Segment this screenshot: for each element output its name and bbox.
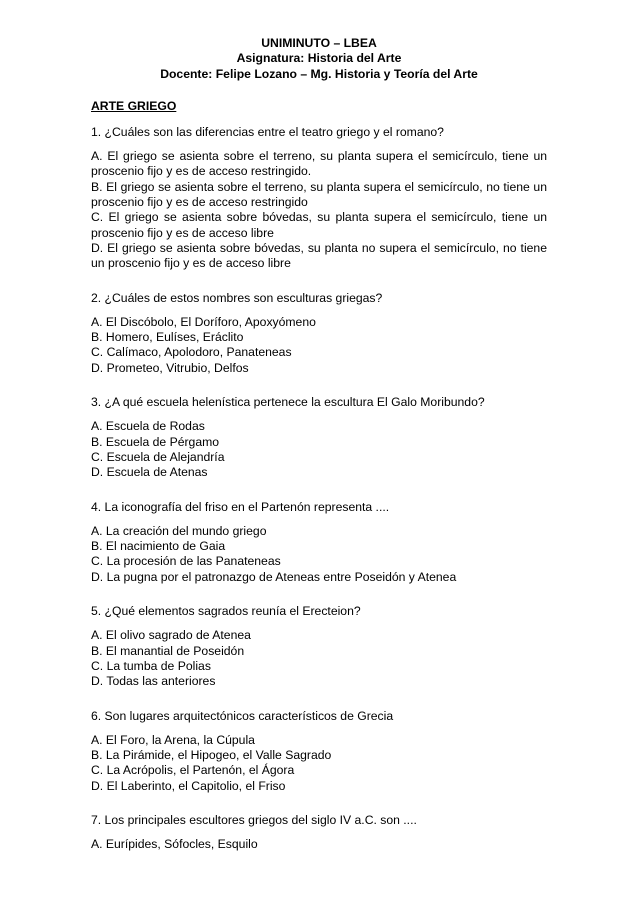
section-title: ARTE GRIEGO <box>91 98 177 113</box>
question-5 <box>91 604 547 689</box>
question-text: 5. ¿Qué elementos sagrados reunía el Erecteion? <box>91 604 361 619</box>
option-b: B. El manantial de Poseidón <box>91 643 245 658</box>
question-text: 4. La iconografía del friso en el Partenón representa .... <box>91 499 390 514</box>
option-b: B. Homero, Eulíses, Eráclito <box>91 330 244 345</box>
option-d: D. La pugna por el patronazgo de Ateneas entre Poseidón y Atenea <box>91 569 457 584</box>
header-teacher: Docente: Felipe Lozano – Mg. Historia y Teoría del Arte <box>160 66 478 81</box>
option-list <box>91 315 547 376</box>
option-list <box>91 733 547 794</box>
option-d: D. Todas las anteriores <box>91 674 216 689</box>
option-d: D. Prometeo, Vitrubio, Delfos <box>91 360 249 375</box>
header-institution: UNIMINUTO – LBEA <box>261 36 377 50</box>
question-1 <box>91 125 547 272</box>
option-d: D. El Laberinto, el Capitolio, el Friso <box>91 778 286 793</box>
option-b: B. Escuela de Pérgamo <box>91 434 220 449</box>
question-text: 7. Los principales escultores griegos del siglo IV a.C. son .... <box>91 812 417 827</box>
option-c: C. La Acrópolis, el Partenón, el Ágora <box>91 763 295 778</box>
question-2 <box>91 291 547 376</box>
option-c: C. Escuela de Alejandría <box>91 449 225 464</box>
question-text: 6. Son lugares arquitectónicos característicos de Grecia <box>91 708 394 723</box>
document-header <box>91 36 547 82</box>
option-b: B. La Pirámide, el Hipogeo, el Valle Sagrado <box>91 748 332 763</box>
option-list <box>91 524 547 585</box>
option-b: B. El nacimiento de Gaia <box>91 539 226 554</box>
option-a: A. El Discóbolo, El Doríforo, Apoxyómeno <box>91 314 316 329</box>
option-list <box>91 837 547 852</box>
option-d: D. Escuela de Atenas <box>91 465 208 480</box>
header-subject: Asignatura: Historia del Arte <box>236 51 402 66</box>
question-text: 1. ¿Cuáles son las diferencias entre el teatro griego y el romano? <box>91 124 444 139</box>
option-b: B. El griego se asienta sobre el terreno, su planta supera el semicírculo, no tiene un proscenio fijo y es de acceso restringido <box>91 179 547 210</box>
option-a: A. Eurípides, Sófocles, Esquilo <box>91 837 258 852</box>
option-list <box>91 419 547 480</box>
option-c: C. El griego se asienta sobre bóvedas, su planta supera el semicírculo, tiene un proscenio fijo y es de acceso libre <box>91 210 547 240</box>
option-d: D. El griego se asienta sobre bóvedas, su planta no supera el semicírculo, no tiene un proscenio fijo y es de acceso libre <box>91 240 547 271</box>
question-4 <box>91 500 547 585</box>
option-a: A. El Foro, la Arena, la Cúpula <box>91 732 255 747</box>
option-a: A. El olivo sagrado de Atenea <box>91 628 251 643</box>
question-text: 3. ¿A qué escuela helenística pertenece la escultura El Galo Moribundo? <box>91 395 485 410</box>
option-c: C. La procesión de las Panateneas <box>91 554 281 569</box>
option-a: A. El griego se asienta sobre el terreno, su planta supera el semicírculo, tiene un proscenio fijo y es de acceso restringido. <box>91 149 547 179</box>
option-a: A. Escuela de Rodas <box>91 419 205 434</box>
question-3 <box>91 395 547 480</box>
option-c: C. Calímaco, Apolodoro, Panateneas <box>91 345 292 360</box>
option-c: C. La tumba de Polias <box>91 658 211 673</box>
option-list <box>91 628 547 689</box>
question-7 <box>91 813 547 853</box>
question-text: 2. ¿Cuáles de estos nombres son esculturas griegas? <box>91 290 383 305</box>
option-a: A. La creación del mundo griego <box>91 523 267 538</box>
question-6 <box>91 709 547 794</box>
option-list <box>91 149 547 271</box>
